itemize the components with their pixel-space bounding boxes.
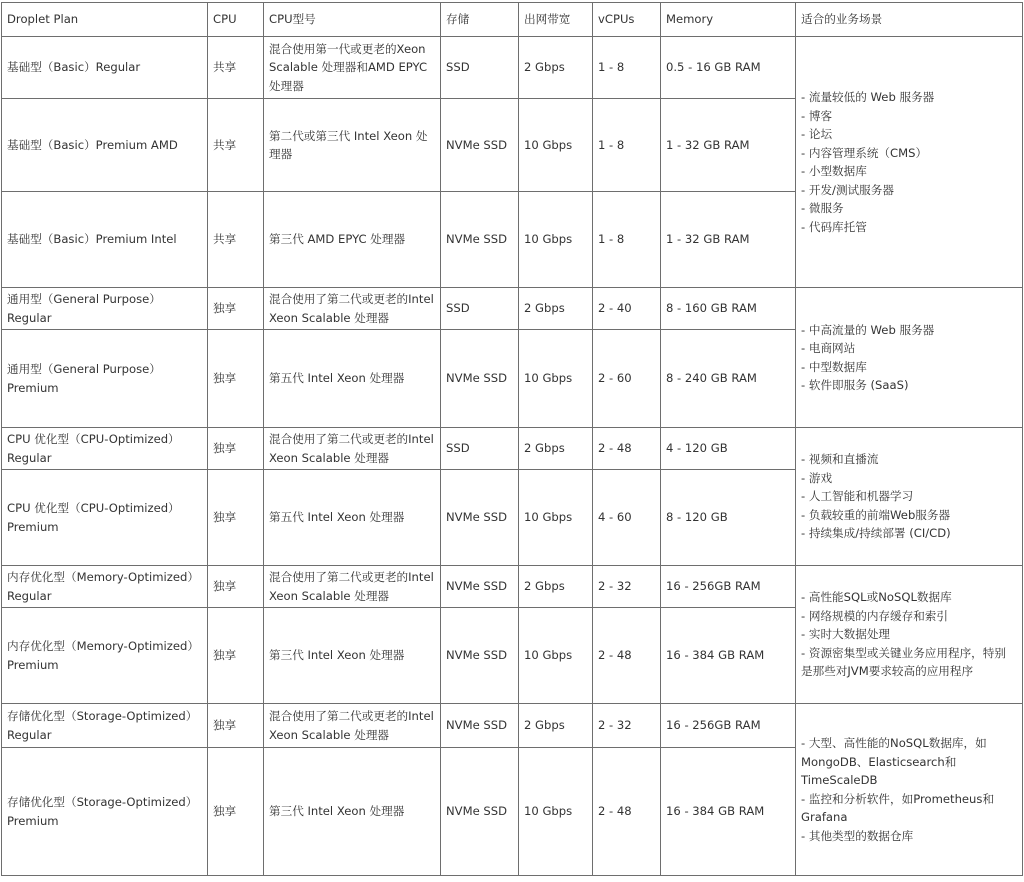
cell-plan: 内存优化型（Memory-Optimized）Regular [2, 566, 208, 608]
cell-model: 第二代或第三代 Intel Xeon 处理器 [264, 99, 441, 192]
cell-plan: CPU 优化型（CPU-Optimized）Regular [2, 428, 208, 470]
cell-vcpus: 2 - 60 [593, 330, 661, 428]
cell-plan: 内存优化型（Memory-Optimized）Premium [2, 608, 208, 704]
cell-storage: SSD [441, 37, 519, 99]
cell-bandwidth: 10 Gbps [519, 99, 593, 192]
cell-memory: 16 - 256GB RAM [661, 566, 796, 608]
cell-plan: 基础型（Basic）Regular [2, 37, 208, 99]
table-row [2, 288, 1023, 330]
cell-vcpus: 1 - 8 [593, 37, 661, 99]
cell-cpu: 共享 [208, 192, 264, 288]
cell-memory: 8 - 120 GB [661, 470, 796, 566]
header-plan: Droplet Plan [2, 3, 208, 37]
table-row [2, 704, 1023, 748]
scenario-item: - 大型、高性能的NoSQL数据库，如MongoDB、Elasticsearch和TimeScaleDB [801, 736, 987, 787]
cell-plan: 存储优化型（Storage-Optimized）Premium [2, 748, 208, 876]
cell-bandwidth: 2 Gbps [519, 428, 593, 470]
scenario-item: - 中高流量的 Web 服务器 [801, 322, 935, 337]
scenario-item: - 高性能SQL或NoSQL数据库 [801, 590, 952, 605]
header-cpu-model: CPU型号 [264, 3, 441, 37]
cell-scenarios-general [796, 288, 1023, 428]
cell-plan: 存储优化型（Storage-Optimized）Regular [2, 704, 208, 748]
cell-bandwidth: 10 Gbps [519, 608, 593, 704]
cell-cpu: 独享 [208, 428, 264, 470]
cell-cpu: 独享 [208, 288, 264, 330]
cell-memory: 16 - 256GB RAM [661, 704, 796, 748]
cell-model: 混合使用第一代或更老的Xeon Scalable 处理器和AMD EPYC 处理器 [264, 37, 441, 99]
cell-model: 混合使用了第二代或更老的Intel Xeon Scalable 处理器 [264, 704, 441, 748]
header-storage: 存储 [441, 3, 519, 37]
scenario-item: - 中型数据库 [801, 359, 867, 374]
cell-memory: 1 - 32 GB RAM [661, 192, 796, 288]
cell-storage: NVMe SSD [441, 470, 519, 566]
cell-storage: NVMe SSD [441, 330, 519, 428]
scenario-item: - 论坛 [801, 127, 833, 141]
cell-plan: 基础型（Basic）Premium AMD [2, 99, 208, 192]
cell-vcpus: 2 - 48 [593, 748, 661, 876]
cell-vcpus: 2 - 48 [593, 608, 661, 704]
cell-model: 第三代 Intel Xeon 处理器 [264, 608, 441, 704]
cell-bandwidth: 2 Gbps [519, 566, 593, 608]
cell-memory: 1 - 32 GB RAM [661, 99, 796, 192]
cell-storage: NVMe SSD [441, 608, 519, 704]
cell-scenarios-storage [796, 704, 1023, 876]
cell-model: 第五代 Intel Xeon 处理器 [264, 470, 441, 566]
cell-cpu: 共享 [208, 37, 264, 99]
cell-cpu: 独享 [208, 330, 264, 428]
scenario-item: - 开发/测试服务器 [801, 182, 894, 197]
cell-vcpus: 2 - 48 [593, 428, 661, 470]
cell-storage: SSD [441, 428, 519, 470]
cell-model: 混合使用了第二代或更老的Intel Xeon Scalable 处理器 [264, 566, 441, 608]
cell-storage: NVMe SSD [441, 566, 519, 608]
scenario-item: - 流量较低的 Web 服务器 [801, 90, 935, 104]
cell-model: 第三代 AMD EPYC 处理器 [264, 192, 441, 288]
header-vcpus: vCPUs [593, 3, 661, 37]
cell-cpu: 独享 [208, 748, 264, 876]
cell-vcpus: 2 - 40 [593, 288, 661, 330]
cell-cpu: 独享 [208, 470, 264, 566]
cell-memory: 16 - 384 GB RAM [661, 608, 796, 704]
scenario-item: - 代码库托管 [801, 219, 867, 234]
cell-storage: NVMe SSD [441, 99, 519, 192]
cell-storage: NVMe SSD [441, 704, 519, 748]
cell-bandwidth: 10 Gbps [519, 330, 593, 428]
header-bandwidth: 出网带宽 [519, 3, 593, 37]
cell-vcpus: 4 - 60 [593, 470, 661, 566]
scenario-item: - 人工智能和机器学习 [801, 489, 914, 504]
droplet-plan-table [1, 2, 1023, 876]
cell-vcpus: 1 - 8 [593, 99, 661, 192]
table-row [2, 37, 1023, 99]
cell-vcpus: 1 - 8 [593, 192, 661, 288]
cell-model: 混合使用了第二代或更老的Intel Xeon Scalable 处理器 [264, 288, 441, 330]
table-row [2, 566, 1023, 608]
scenario-item: - 博客 [801, 108, 833, 123]
cell-scenarios-basic [796, 37, 1023, 288]
cell-model: 第五代 Intel Xeon 处理器 [264, 330, 441, 428]
cell-bandwidth: 2 Gbps [519, 704, 593, 748]
scenario-item: - 游戏 [801, 470, 833, 485]
header-cpu: CPU [208, 3, 264, 37]
scenario-item: - 监控和分析软件，如Prometheus和Grafana [801, 791, 995, 824]
cell-model: 混合使用了第二代或更老的Intel Xeon Scalable 处理器 [264, 428, 441, 470]
cell-bandwidth: 2 Gbps [519, 288, 593, 330]
scenario-item: - 资源密集型或关键业务应用程序，特别是那些对JVM要求较高的应用程序 [801, 645, 1006, 679]
scenario-item: - 内容管理系统（CMS） [801, 145, 928, 160]
cell-cpu: 共享 [208, 99, 264, 192]
scenario-item: - 软件即服务 (SaaS) [801, 378, 909, 392]
header-scenarios: 适合的业务场景 [796, 3, 1023, 37]
cell-bandwidth: 10 Gbps [519, 192, 593, 288]
cell-cpu: 独享 [208, 704, 264, 748]
scenario-item: - 负载较重的前端Web服务器 [801, 507, 951, 522]
cell-memory: 8 - 240 GB RAM [661, 330, 796, 428]
cell-memory: 0.5 - 16 GB RAM [661, 37, 796, 99]
cell-bandwidth: 2 Gbps [519, 37, 593, 99]
scenario-item: - 视频和直播流 [801, 452, 879, 467]
cell-storage: NVMe SSD [441, 748, 519, 876]
scenario-item: - 实时大数据处理 [801, 627, 891, 642]
cell-vcpus: 2 - 32 [593, 704, 661, 748]
cell-memory: 8 - 160 GB RAM [661, 288, 796, 330]
cell-plan: 通用型（General Purpose）Regular [2, 288, 208, 330]
cell-scenarios-cpu [796, 428, 1023, 566]
table-row [2, 428, 1023, 470]
cell-bandwidth: 10 Gbps [519, 470, 593, 566]
cell-vcpus: 2 - 32 [593, 566, 661, 608]
scenario-item: - 小型数据库 [801, 164, 867, 178]
cell-memory: 16 - 384 GB RAM [661, 748, 796, 876]
header-memory: Memory [661, 3, 796, 37]
cell-storage: SSD [441, 288, 519, 330]
cell-scenarios-memory [796, 566, 1023, 704]
header-row [2, 3, 1023, 37]
cell-model: 第三代 Intel Xeon 处理器 [264, 748, 441, 876]
cell-memory: 4 - 120 GB [661, 428, 796, 470]
scenario-item: - 网络规模的内存缓存和索引 [801, 608, 948, 623]
cell-cpu: 独享 [208, 608, 264, 704]
cell-cpu: 独享 [208, 566, 264, 608]
cell-plan: CPU 优化型（CPU-Optimized）Premium [2, 470, 208, 566]
scenario-item: - 其他类型的数据仓库 [801, 828, 914, 843]
scenario-item: - 微服务 [801, 201, 844, 215]
scenario-item: - 持续集成/持续部署 (CI/CD) [801, 526, 951, 541]
cell-plan: 通用型（General Purpose）Premium [2, 330, 208, 428]
cell-storage: NVMe SSD [441, 192, 519, 288]
cell-plan: 基础型（Basic）Premium Intel [2, 192, 208, 288]
scenario-item: - 电商网站 [801, 341, 856, 355]
cell-bandwidth: 10 Gbps [519, 748, 593, 876]
